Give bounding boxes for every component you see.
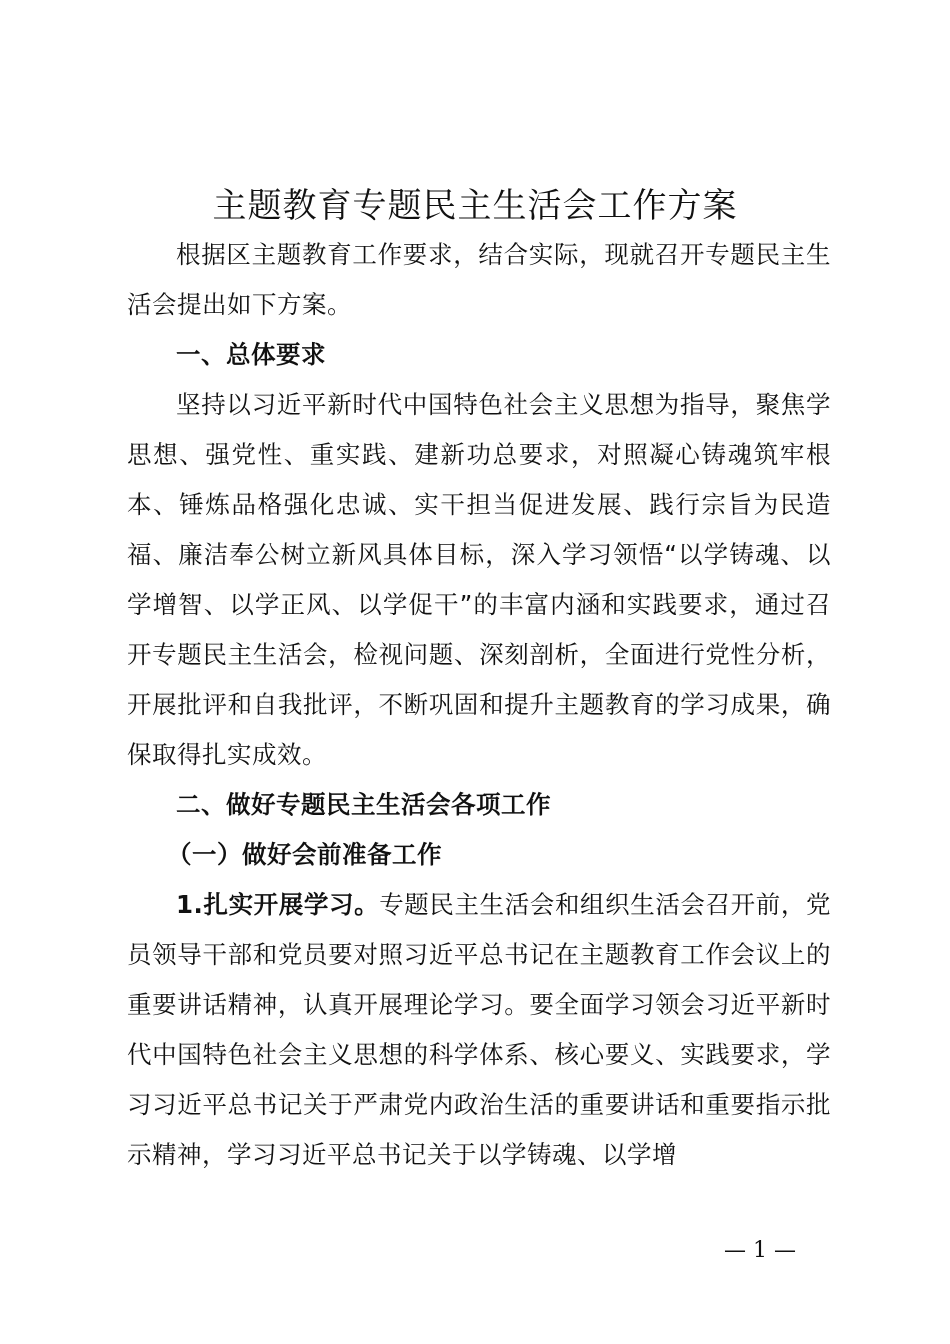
subsection-1-heading: （一）做好会前准备工作 bbox=[167, 840, 442, 869]
item-1-paragraph bbox=[127, 880, 831, 1180]
document-body bbox=[127, 230, 831, 1180]
document-title: 主题教育专题民主生活会工作方案 bbox=[212, 186, 738, 226]
intro-paragraph: 根据区主题教育工作要求，结合实际，现就召开专题民主生活会提出如下方案。 bbox=[127, 240, 831, 319]
page-number: — 1 — bbox=[724, 1238, 796, 1263]
section-2-heading: 二、做好专题民主生活会各项工作 bbox=[176, 790, 551, 819]
section-1-heading: 一、总体要求 bbox=[176, 340, 326, 369]
section-1-paragraph: 坚持以习近平新时代中国特色社会主义思想为指导，聚焦学思想、强党性、重实践、建新功总要求，对照凝心铸魂筑牢根本、锤炼品格强化忠诚、实干担当促进发展、践行宗旨为民造福、廉洁奉公树立新风具体目标，深入学习领悟“以学铸魂、以学增智、以学正风、以学促干”的丰富内涵和实践要求，通过召开专题民主生活会，检视问题、深刻剖析，全面进行党性分析，开展批评和自我批评，不断巩固和提升主题教育的学习成果，确保取得扎实成效。 bbox=[127, 390, 831, 769]
item-1-lead: 1.扎实开展学习。 bbox=[176, 890, 380, 919]
item-1-text: 专题民主生活会和组织生活会召开前，党员领导干部和党员要对照习近平总书记在主题教育工作会议上的重要讲话精神，认真开展理论学习。要全面学习领会习近平新时代中国特色社会主义思想的科学体系、核心要义、实践要求，学习习近平总书记关于严肃党内政治生活的重要讲话和重要指示批示精神，学习习近平总书记关于以学铸魂、以学增 bbox=[127, 890, 831, 1169]
